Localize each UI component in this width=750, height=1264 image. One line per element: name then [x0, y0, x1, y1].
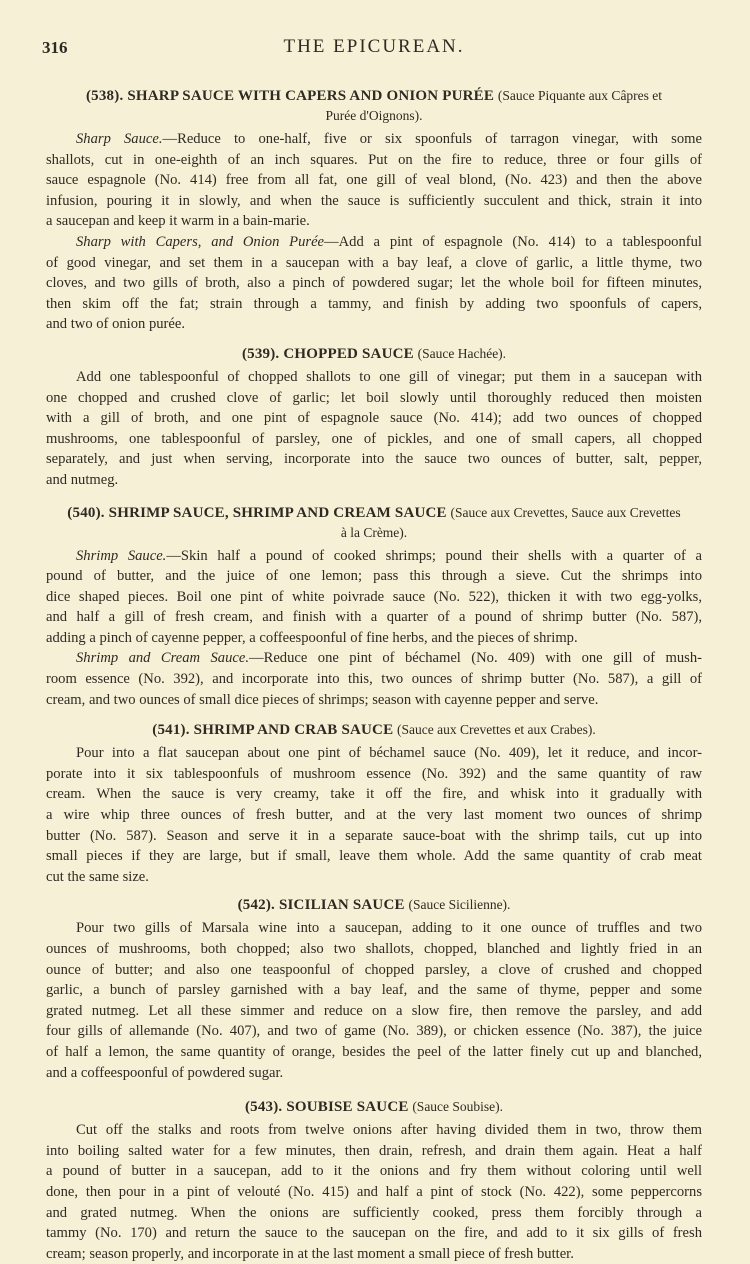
line-text: pound of butter, and the juice of one lemon; pass this through a sieve. Cut the shrimps into — [46, 568, 702, 585]
text-line — [46, 805, 702, 826]
recipe-heading — [46, 344, 702, 364]
text-line — [46, 669, 702, 690]
recipe-paragraph — [46, 129, 702, 232]
line-text: four gills of allemande (No. 407), and two of game (No. 389), or chicken essence (No. 387), the juice — [46, 1023, 702, 1040]
text-line — [46, 388, 702, 409]
line-text: butter (No. 587). Season and serve it in a separate sauce-boat with the shrimp tails, cut up into — [46, 827, 702, 844]
text-line — [46, 294, 702, 315]
text-line — [46, 918, 702, 939]
text-line — [46, 191, 702, 212]
paragraph-lead: Shrimp Sauce. — [76, 547, 167, 564]
text-line — [46, 690, 702, 711]
text-line — [46, 253, 702, 274]
text-line — [46, 129, 702, 150]
line-text: —Add a pint of espagnole (No. 414) to a tablespoonful — [324, 233, 702, 250]
text-line — [46, 980, 702, 1001]
recipe-title: (542). SICILIAN SAUCE — [237, 897, 405, 914]
text-line — [46, 150, 702, 171]
line-text: and two of onion purée. — [46, 316, 186, 333]
text-line — [46, 1203, 702, 1224]
line-text: and nutmeg. — [46, 471, 119, 488]
line-text: cream; season properly, and incorporate in at the last moment a small piece of fresh butter. — [46, 1245, 574, 1262]
text-line — [46, 1182, 702, 1203]
recipe-french-title: (Sauce Hachée). — [417, 345, 507, 361]
text-line — [46, 960, 702, 981]
text-line — [46, 1244, 702, 1264]
text-line — [46, 232, 702, 253]
line-text: mushrooms, one tablespoonful of parsley, one of pickles, and one of small capers, all chopped — [46, 430, 702, 447]
line-text: cream. When the sauce is very creamy, take it off the fire, and whisk into it gradually with — [46, 786, 702, 803]
text-line — [46, 867, 702, 888]
text-line — [46, 1021, 702, 1042]
line-text: of good vinegar, and set them in a saucepan with a bay leaf, a clove of garlic, a little thyme, two — [46, 254, 702, 271]
recipe-paragraph — [46, 648, 702, 710]
line-text: porate into it six tablespoonfuls of mushroom essence (No. 392) and the same quantity of raw — [46, 765, 702, 782]
recipe-heading — [46, 86, 702, 126]
line-text: into boiling salted water for a few minutes, then drain, refresh, and drain them again. Heat a half — [46, 1142, 702, 1159]
text-line — [46, 846, 702, 867]
recipe-heading — [46, 503, 702, 543]
paragraph-lead: Sharp with Capers, and Onion Purée — [76, 233, 325, 250]
text-line — [46, 784, 702, 805]
recipe-paragraph — [46, 232, 702, 335]
text-line — [46, 628, 702, 649]
line-text: —Skin half a pound of cooked shrimps; pound their shells with a quarter of a — [166, 547, 702, 564]
line-text: Pour two gills of Marsala wine into a saucepan, adding to it one ounce of truffles and two — [76, 920, 702, 937]
recipe-paragraph — [46, 546, 702, 649]
recipe-french-title: (Sauce Soubise). — [412, 1099, 504, 1115]
recipe-paragraph — [46, 743, 702, 887]
line-text: and a coffeespoonful of powdered sugar. — [46, 1064, 284, 1081]
text-line — [46, 1001, 702, 1022]
recipe-section — [46, 895, 702, 1083]
text-line — [46, 1120, 702, 1141]
line-text: ounces of mushrooms, both chopped; also two shallots, chopped, blanched and lightly fried in an — [46, 941, 702, 957]
line-text: ounce of butter; and also one teaspoonful of chopped parsley, a clove of crushed and chopped — [46, 961, 702, 978]
recipe-heading — [46, 720, 702, 740]
text-line — [46, 367, 702, 388]
line-text: tammy (No. 170) and return the sauce to the saucepan on the fire, and add to it six gills of fresh — [46, 1225, 702, 1242]
text-line — [46, 607, 702, 628]
line-text: Pour into a flat saucepan about one pint of béchamel sauce (No. 409), let it reduce, and incor- — [76, 745, 702, 762]
line-text: cut the same size. — [46, 868, 149, 885]
text-line — [46, 566, 702, 587]
text-line — [46, 648, 702, 669]
recipe-heading — [46, 1097, 702, 1117]
line-text: garlic, a bunch of parsley garnished with a bay leaf, and the same of thyme, pepper and some — [46, 982, 702, 999]
paragraph-lead: Sharp Sauce. — [76, 131, 163, 147]
recipe-french-title: (Sauce aux Crevettes et aux Crabes). — [397, 722, 596, 738]
text-line — [46, 211, 702, 232]
text-line — [46, 1161, 702, 1182]
line-text: dice shaped pieces. Boil one pint of white poivrade sauce (No. 522), thicken it with two egg-yolks, — [46, 588, 702, 605]
line-text: and half a gill of fresh cream, and finish with a quarter of a pound of shrimp butter (No. 587), — [46, 609, 702, 626]
text-line — [46, 743, 702, 764]
recipe-french-title: (Sauce aux Crevettes, Sauce aux Crevettes — [450, 504, 681, 520]
text-line — [46, 408, 702, 429]
line-text: Cut off the stalks and roots from twelve onions after having divided them in two, throw them — [76, 1122, 702, 1139]
line-text: cream, and two ounces of small dice pieces of shrimps; season with cayenne pepper and serve. — [46, 691, 599, 708]
text-line — [46, 1223, 702, 1244]
running-header — [42, 36, 702, 60]
recipe-section — [46, 1097, 702, 1264]
line-text: and grated nutmeg. When the onions are sufficiently cooked, press them forcibly through a — [46, 1204, 702, 1221]
text-line — [46, 939, 702, 960]
line-text: done, then pour in a pint of velouté (No. 415) and half a pint of stock (No. 422), some peppercorns — [46, 1183, 702, 1200]
page-content — [46, 86, 702, 1264]
recipe-paragraph — [46, 1120, 702, 1264]
text-line — [46, 587, 702, 608]
text-line — [46, 170, 702, 191]
recipe-title: (538). SHARP SAUCE WITH CAPERS AND ONION PURÉE — [85, 88, 495, 104]
line-text: small pieces if they are large, but if small, leave them whole. Add the same quantity of crab meat — [46, 848, 702, 865]
recipe-title: (541). SHRIMP AND CRAB SAUCE — [152, 722, 394, 739]
text-line — [46, 449, 702, 470]
text-line — [46, 1063, 702, 1084]
recipe-section — [46, 720, 702, 887]
line-text: cloves, and two gills of broth, also a pinch of powdered sugar; let the whole boil for fifteen minutes, — [46, 275, 702, 292]
line-text: —Reduce to one-half, five or six spoonfuls of tarragon vinegar, with some — [162, 131, 702, 147]
recipe-french-title-cont: Purée d'Oignons). — [325, 108, 423, 123]
recipe-title: (540). SHRIMP SAUCE, SHRIMP AND CREAM SAUCE — [67, 504, 447, 521]
recipe-french-title: (Sauce Piquante aux Câpres et — [497, 88, 663, 103]
line-text: shallots, cut in one-eighth of an inch squares. Put on the fire to reduce, three or four gills of — [46, 151, 702, 168]
line-text: a wire whip three ounces of fresh butter, and at the very last moment two ounces of shrimp — [46, 807, 702, 824]
text-line — [46, 546, 702, 567]
page-number: 316 — [42, 38, 68, 57]
paragraph-lead: Shrimp and Cream Sauce. — [76, 650, 249, 667]
line-text: grated nutmeg. Let all these simmer and reduce on a slow fire, then remove the parsley, and add — [46, 1002, 702, 1019]
recipe-title: (543). SOUBISE SAUCE — [244, 1099, 409, 1116]
line-text: a saucepan and keep it warm in a bain-marie. — [46, 213, 310, 230]
recipe-french-title-cont: à la Crème). — [340, 524, 408, 540]
line-text: room essence (No. 392), and incorporate into this, two ounces of shrimp butter (No. 587), a gill of — [46, 671, 702, 688]
recipe-french-title: (Sauce Sicilienne). — [408, 897, 511, 913]
text-line — [46, 273, 702, 294]
text-line — [46, 1141, 702, 1162]
recipe-paragraph — [46, 918, 702, 1083]
line-text: infusion, pouring it in slowly, and when the sauce is sufficiently succulent and thick, strain it into — [46, 192, 702, 209]
line-text: of half a lemon, the same quantity of orange, besides the peel of the latter finely cut up and blanched, — [46, 1043, 702, 1060]
recipe-paragraph — [46, 367, 702, 491]
line-text: separately, and just when serving, incorporate into the sauce two ounces of butter, salt, pepper, — [46, 451, 702, 468]
line-text: with a gill of broth, and one pint of espagnole sauce (No. 414); add two ounces of chopped — [46, 410, 702, 427]
line-text: adding a pinch of cayenne pepper, a coffeespoonful of fine herbs, and the pieces of shrimp. — [46, 629, 578, 646]
text-line — [46, 470, 702, 491]
text-line — [46, 826, 702, 847]
text-line — [46, 429, 702, 450]
text-line — [46, 314, 702, 335]
recipe-heading — [46, 895, 702, 915]
line-text: one chopped and crushed clove of garlic; let boil slowly until thoroughly reduced then moisten — [46, 389, 702, 406]
recipe-title: (539). CHOPPED SAUCE — [241, 345, 414, 362]
text-line — [46, 1042, 702, 1063]
recipe-section — [46, 344, 702, 491]
line-text: then skim off the fat; strain through a tammy, and finish by adding two spoonfuls of capers, — [46, 295, 702, 312]
line-text: sauce espagnole (No. 414) free from all fat, one gill of veal blond, (No. 423) and then the above — [46, 172, 702, 189]
line-text: Add one tablespoonful of chopped shallots to one gill of vinegar; put them in a saucepan with — [76, 368, 702, 385]
recipe-section — [46, 503, 702, 711]
recipe-section — [46, 86, 702, 335]
line-text: a pound of butter in a saucepan, add to it the onions and fry them without coloring until well — [46, 1163, 702, 1180]
line-text: —Reduce one pint of béchamel (No. 409) with one gill of mush- — [249, 650, 702, 667]
running-title: THE EPICUREAN. — [283, 36, 465, 57]
text-line — [46, 764, 702, 785]
